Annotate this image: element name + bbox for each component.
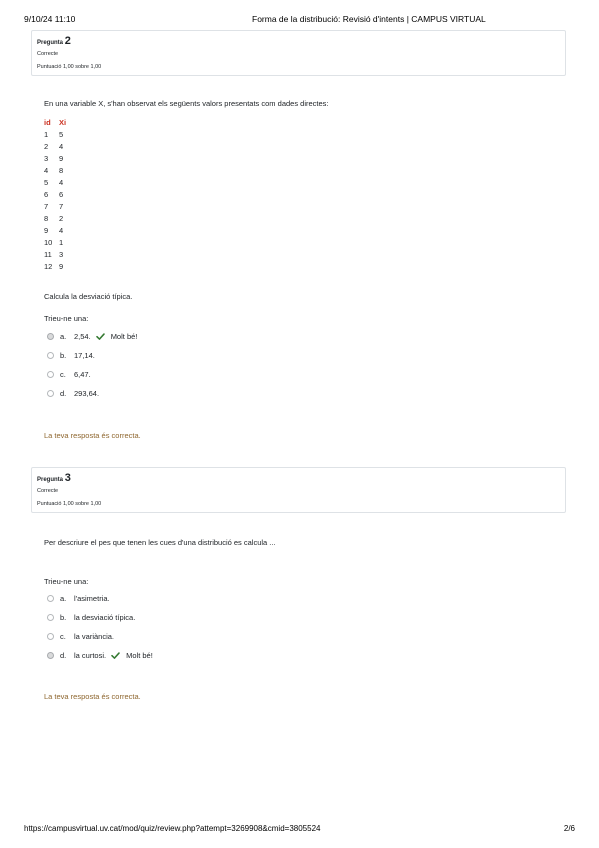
- check-icon: [111, 652, 120, 659]
- question-info-box: [31, 467, 566, 513]
- answer-list: [47, 327, 137, 403]
- answer-list: [47, 589, 153, 665]
- answer-letter: d.: [60, 389, 67, 398]
- question-text: En una variable X, s'han observat els següents valors presentats com dades directes:: [44, 99, 329, 108]
- print-datetime: 9/10/24 11:10: [24, 14, 76, 24]
- answer-letter: a.: [60, 594, 67, 603]
- answer-text: 17,14.: [74, 351, 95, 360]
- answer-letter: b.: [60, 351, 67, 360]
- question-label: Pregunta: [37, 40, 64, 46]
- answer-option[interactable]: [47, 627, 153, 646]
- table-cell-xi: 8: [59, 165, 64, 175]
- answer-option[interactable]: [47, 608, 153, 627]
- print-doc-title: Forma de la distribució: Revisió d'intents | CAMPUS VIRTUAL: [252, 14, 486, 24]
- table-cell-id: 6: [44, 189, 49, 199]
- question-grade: Puntuació 1,00 sobre 1,00: [37, 64, 102, 70]
- answer-letter: c.: [60, 370, 66, 379]
- question-number-value: 2: [64, 35, 71, 47]
- answer-text: la curtosi.: [74, 651, 107, 660]
- table-cell-id: 7: [44, 201, 49, 211]
- answer-option[interactable]: [47, 646, 153, 665]
- table-cell-xi: 7: [59, 201, 64, 211]
- table-cell-xi: 6: [59, 189, 64, 199]
- answer-option[interactable]: [47, 365, 137, 384]
- question-number-value: 3: [64, 472, 71, 484]
- table-header-id: id: [44, 117, 51, 127]
- question-text: Per descriure el pes que tenen les cues d'una distribució es calcula ...: [44, 538, 276, 547]
- table-cell-id: 4: [44, 165, 49, 175]
- table-cell-id: 9: [44, 225, 49, 235]
- table-row: [44, 236, 72, 248]
- table-cell-id: 12: [44, 261, 53, 271]
- table-row: [44, 248, 72, 260]
- table-row: [44, 140, 72, 152]
- answer-text: l'asimetria.: [74, 594, 110, 603]
- answer-radio[interactable]: [47, 333, 54, 340]
- answer-letter: b.: [60, 613, 67, 622]
- answer-radio[interactable]: [47, 352, 54, 359]
- table-cell-id: 3: [44, 153, 49, 163]
- question-number: [37, 472, 560, 486]
- check-icon: [96, 333, 105, 340]
- table-row: [44, 152, 72, 164]
- answer-radio[interactable]: [47, 371, 54, 378]
- answer-text: 2,54.: [74, 332, 91, 341]
- table-cell-xi: 9: [59, 261, 64, 271]
- data-table: [44, 116, 72, 272]
- print-header: [24, 14, 575, 26]
- answer-radio[interactable]: [47, 595, 54, 602]
- table-header-xi: Xi: [59, 117, 67, 127]
- answer-text: 293,64.: [74, 389, 100, 398]
- table-cell-id: 1: [44, 129, 49, 139]
- question-grade: Puntuació 1,00 sobre 1,00: [37, 501, 102, 507]
- answer-feedback: Molt bé!: [126, 651, 153, 660]
- table-cell-xi: 1: [59, 237, 64, 247]
- table-cell-xi: 2: [59, 213, 64, 223]
- answer-option[interactable]: [47, 384, 137, 403]
- question-info-box: [31, 30, 566, 76]
- table-cell-id: 5: [44, 177, 49, 187]
- answer-radio[interactable]: [47, 633, 54, 640]
- table-cell-xi: 4: [59, 225, 64, 235]
- question-state: Correcte: [37, 488, 59, 494]
- table-row: [44, 128, 72, 140]
- table-cell-id: 2: [44, 141, 49, 151]
- answer-option[interactable]: [47, 346, 137, 365]
- table-row: [44, 260, 72, 272]
- table-row: [44, 176, 72, 188]
- answer-letter: a.: [60, 332, 67, 341]
- answer-option[interactable]: [47, 327, 137, 346]
- table-cell-xi: 4: [59, 177, 64, 187]
- question-number: [37, 35, 560, 49]
- table-cell-id: 8: [44, 213, 49, 223]
- answer-radio[interactable]: [47, 614, 54, 621]
- table-cell-xi: 9: [59, 153, 64, 163]
- table-header-row: [44, 116, 72, 128]
- table-cell-xi: 5: [59, 129, 64, 139]
- question-state: Correcte: [37, 51, 59, 57]
- answer-outcome: La teva resposta és correcta.: [44, 431, 141, 440]
- answer-text: la variància.: [74, 632, 115, 641]
- table-cell-id: 10: [44, 237, 53, 247]
- print-url: https://campusvirtual.uv.cat/mod/quiz/review.php?attempt=3269908&cmid=3805524: [24, 824, 321, 833]
- answer-option[interactable]: [47, 589, 153, 608]
- table-cell-xi: 3: [59, 249, 64, 259]
- table-row: [44, 224, 72, 236]
- table-row: [44, 164, 72, 176]
- answer-choose-label: Trieu-ne una:: [44, 314, 89, 323]
- question-prompt: Calcula la desviació típica.: [44, 292, 133, 301]
- answer-feedback: Molt bé!: [110, 332, 138, 341]
- answer-letter: c.: [60, 632, 66, 641]
- print-footer: [24, 824, 575, 836]
- table-row: [44, 188, 72, 200]
- question-label: Pregunta: [37, 477, 64, 483]
- answer-choose-label: Trieu-ne una:: [44, 577, 89, 586]
- answer-text: la desviació típica.: [74, 613, 136, 622]
- print-page-number: 2/6: [563, 824, 575, 833]
- table-row: [44, 200, 72, 212]
- answer-letter: d.: [60, 651, 67, 660]
- table-cell-xi: 4: [59, 141, 64, 151]
- answer-text: 6,47.: [74, 370, 91, 379]
- answer-radio[interactable]: [47, 390, 54, 397]
- table-row: [44, 212, 72, 224]
- answer-outcome: La teva resposta és correcta.: [44, 692, 141, 701]
- table-cell-id: 11: [44, 249, 52, 259]
- answer-radio[interactable]: [47, 652, 54, 659]
